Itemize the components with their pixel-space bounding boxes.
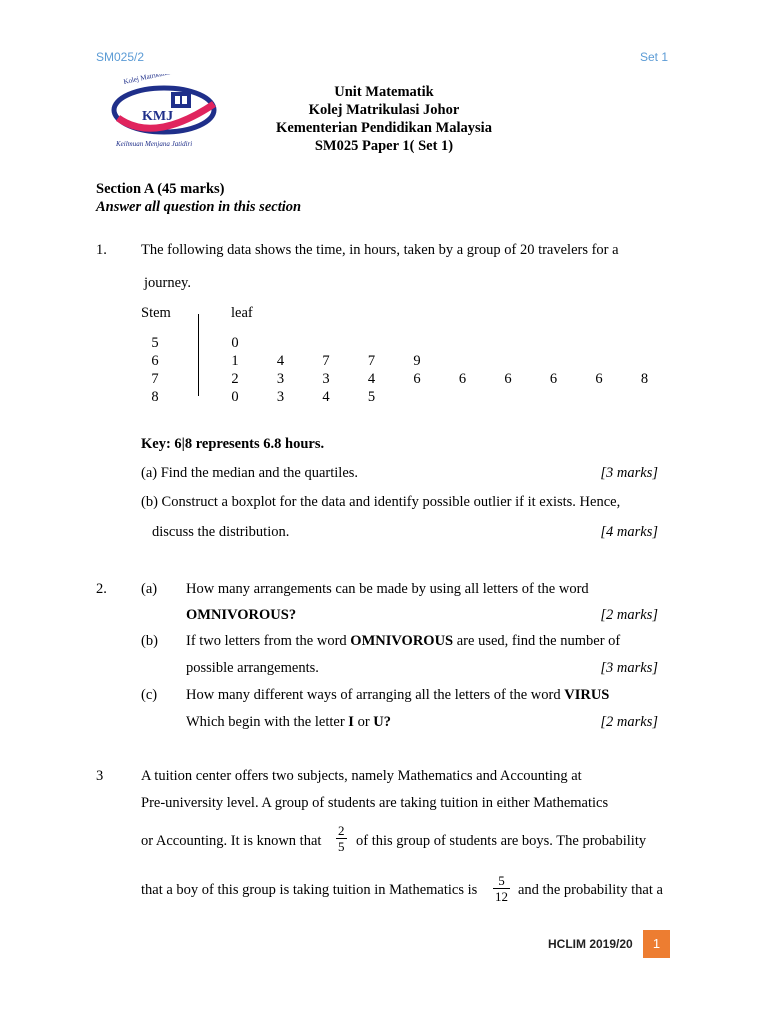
logo-motto: Keilmuan Menjana Jatidiri xyxy=(116,140,193,148)
header-code: SM025/2 xyxy=(96,50,145,64)
stem-value: 8 xyxy=(151,389,159,405)
leaf-value: 4 xyxy=(367,371,376,387)
q1-text-a: The following data shows the time, in hours, taken by a group of 20 travelers for a xyxy=(141,242,619,258)
q2c-label: (c) xyxy=(141,687,158,703)
logo-arc-text: Kolej Matrikulasi Johor xyxy=(122,74,190,86)
title-line-4: SM025 Paper 1( Set 1) xyxy=(314,138,454,154)
q2a-marks: [2 marks] xyxy=(600,607,658,623)
section-instruction: Answer all question in this section xyxy=(96,199,302,215)
leaf-value: 0 xyxy=(231,389,239,405)
q2b-pre: If two letters from the word xyxy=(186,633,351,649)
q2b-word: OMNIVOROUS xyxy=(350,633,454,649)
stem-leaf-divider xyxy=(198,314,199,396)
q3-line-1: A tuition center offers two subjects, namely Mathematics and Accounting at xyxy=(141,768,582,784)
fraction-1-denominator: 5 xyxy=(338,839,345,854)
q2c-or: or xyxy=(353,714,374,730)
stem-value: 5 xyxy=(151,335,159,351)
q2b-text-2: possible arrangements. xyxy=(186,660,319,676)
q3-line-4-pre: that a boy of this group is taking tuition in Mathematics is xyxy=(141,882,478,898)
leaf-value: 0 xyxy=(231,335,239,351)
q2a-word: OMNIVOROUS? xyxy=(186,607,297,623)
title-line-3: Kementerian Pendidikan Malaysia xyxy=(276,120,492,136)
q2c-pre: How many different ways of arranging all the letters of the word xyxy=(186,687,565,703)
q1-number: 1. xyxy=(96,242,107,258)
leaf-value: 6 xyxy=(504,371,512,387)
q3-line-2: Pre-university level. A group of students are taking tuition in either Mathematics xyxy=(141,795,609,811)
q1a-marks: [3 marks] xyxy=(600,465,658,481)
leaf-header: leaf xyxy=(231,305,253,321)
q2b-post: are used, find the number of xyxy=(453,633,621,649)
q3-line-3-pre: or Accounting. It is known that xyxy=(141,833,322,849)
title-line-1: Unit Matematik xyxy=(334,84,434,100)
leaf-value: 3 xyxy=(322,371,330,387)
leaf-value: 6 xyxy=(413,371,421,387)
q2c-letter-u: U? xyxy=(373,714,392,730)
q2b-text-1 xyxy=(186,633,620,650)
q2b-label: (b) xyxy=(141,633,158,649)
leaf-value: 6 xyxy=(595,371,603,387)
q1b-marks: [4 marks] xyxy=(600,524,658,540)
leaf-value: 9 xyxy=(413,353,421,369)
q3-line-3-post: of this group of students are boys. The probability xyxy=(356,833,647,849)
fraction-2-numerator: 5 xyxy=(493,873,510,889)
q1a-text: (a) Find the median and the quartiles. xyxy=(141,465,359,481)
leaf-value: 1 xyxy=(231,353,239,369)
q2c-pre-2: Which begin with the letter xyxy=(186,714,349,730)
leaf-value: 5 xyxy=(367,389,376,405)
leaf-value: 8 xyxy=(640,371,649,387)
fraction-2-denominator: 12 xyxy=(495,889,508,904)
title-line-2: Kolej Matrikulasi Johor xyxy=(308,102,460,118)
q3-number: 3 xyxy=(96,768,104,784)
q1-text-b: journey. xyxy=(144,275,191,291)
leaf-value: 7 xyxy=(322,353,330,369)
footer-label: HCLIM 2019/20 xyxy=(548,937,633,951)
q2a-text: How many arrangements can be made by using all letters of the word xyxy=(186,581,589,597)
q2b-marks: [3 marks] xyxy=(600,660,658,676)
leaf-value: 3 xyxy=(276,371,285,387)
q2c-marks: [2 marks] xyxy=(600,714,658,730)
q2a-label: (a) xyxy=(141,581,158,597)
q2-number: 2. xyxy=(96,581,107,597)
q1b-text-1: (b) Construct a boxplot for the data and identify possible outlier if it exists. Hence, xyxy=(141,494,621,510)
q2c-text-2 xyxy=(186,714,391,731)
stem-header: Stem xyxy=(141,305,171,321)
section-heading: Section A (45 marks) xyxy=(96,181,225,197)
stem-value: 7 xyxy=(151,371,159,387)
leaf-value: 4 xyxy=(276,353,285,369)
leaf-value: 6 xyxy=(549,371,558,387)
logo-kmj: KMJ xyxy=(142,109,174,124)
fraction-five-twelfths xyxy=(493,873,510,904)
q3-line-4-post: and the probability that a xyxy=(518,882,663,898)
fraction-two-fifths xyxy=(336,823,347,854)
leaf-value: 4 xyxy=(322,389,330,405)
leaf-value: 2 xyxy=(231,371,239,387)
leaf-value: 7 xyxy=(367,353,376,369)
header-set: Set 1 xyxy=(640,50,669,64)
stem-value: 6 xyxy=(151,353,159,369)
q1-key: Key: 6|8 represents 6.8 hours. xyxy=(141,436,325,452)
q2c-text-1 xyxy=(186,687,609,704)
college-logo xyxy=(104,74,224,154)
leaf-value: 6 xyxy=(458,371,467,387)
page-number: 1 xyxy=(643,930,670,958)
q1b-text-2: discuss the distribution. xyxy=(152,524,290,540)
q2c-word: VIRUS xyxy=(564,687,610,703)
leaf-value: 3 xyxy=(276,389,285,405)
q2c-letter-i: I xyxy=(348,714,354,730)
fraction-1-numerator: 2 xyxy=(338,823,345,838)
